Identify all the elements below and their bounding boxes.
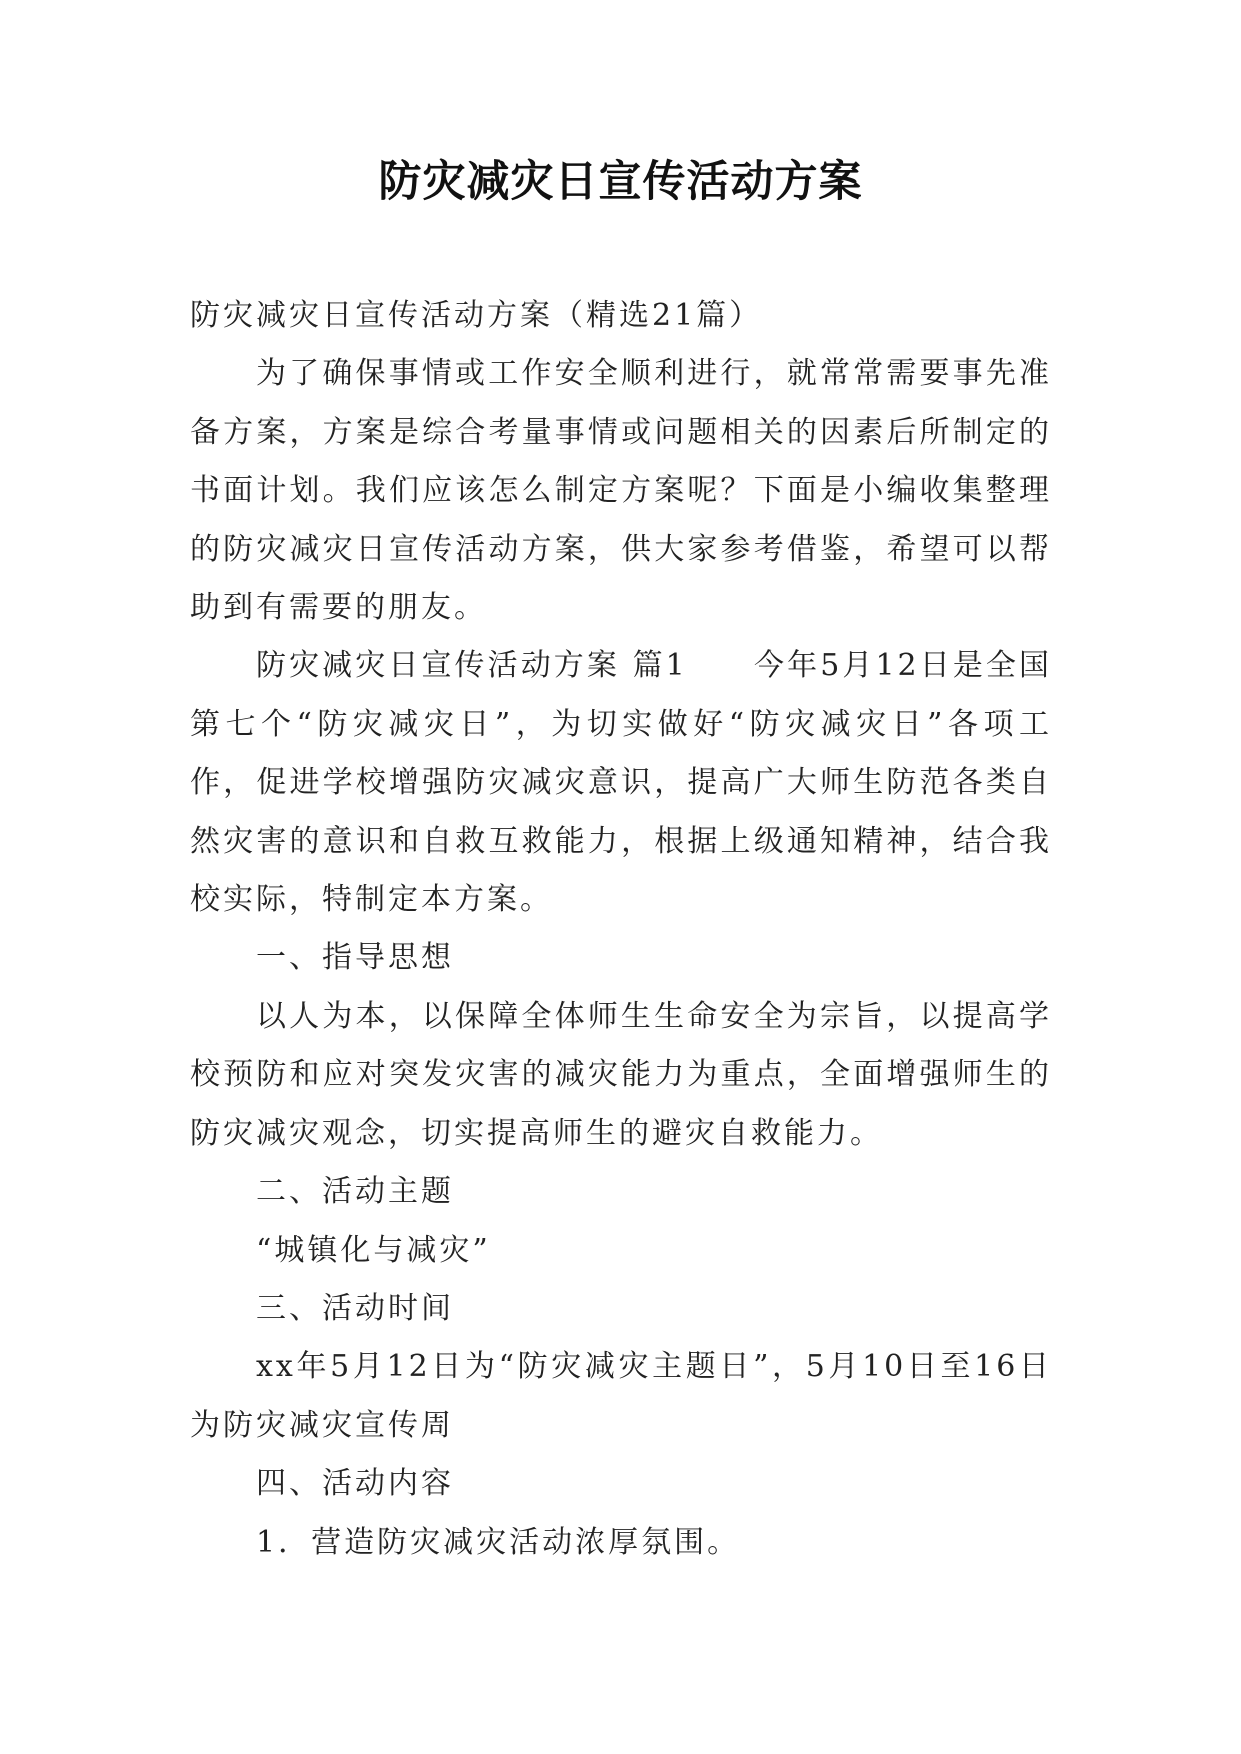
paragraph-activity-time: xx年5月12日为“防灾减灾主题日”，5月10日至16日为防灾减灾宣传周 (190, 1349, 1052, 1443)
paragraph-subtitle: 防灾减灾日宣传活动方案（精选21篇） (190, 298, 763, 333)
heading-activity-theme: 二、活动主题 (256, 1174, 454, 1210)
paragraph-intro: 为了确保事情或工作安全顺利进行，就常常需要事先准备方案，方案是综合考量事情或问题相关的因素后所制定的书面计划。我们应该怎么制定方案呢？下面是小编收集整理的防灾减灾日宣传活动方案，供大家参考借鉴，希望可以帮助到有需要的朋友。 (190, 356, 1052, 626)
heading-activity-time: 三、活动时间 (256, 1290, 454, 1326)
paragraph-guiding-ideology: 以人为本，以保障全体师生生命安全为宗旨，以提高学校预防和应对突发灾害的减灾能力为重点，全面增强师生的防灾减灾观念，切实提高师生的避灾自救能力。 (190, 998, 1052, 1151)
heading-guiding-ideology: 一、指导思想 (256, 940, 454, 976)
paragraph-activity-theme: “城镇化与减灾” (256, 1232, 491, 1268)
document-title: 防灾减灾日宣传活动方案 (378, 157, 863, 207)
paragraph-content-item-1: 1．营造防灾减灾活动浓厚氛围。 (256, 1524, 741, 1560)
paragraph-plan-1: 防灾减灾日宣传活动方案 篇1 今年5月12日是全国第七个“防灾减灾日”，为切实做好“防灾减灾日”各项工作，促进学校增强防灾减灾意识，提高广大师生防范各类自然灾害的意识和自救互救能力，根据上级通知精神，结合我校实际，特制定本方案。 (190, 648, 1052, 918)
heading-activity-content: 四、活动内容 (256, 1466, 454, 1502)
document-body (190, 287, 1052, 1572)
